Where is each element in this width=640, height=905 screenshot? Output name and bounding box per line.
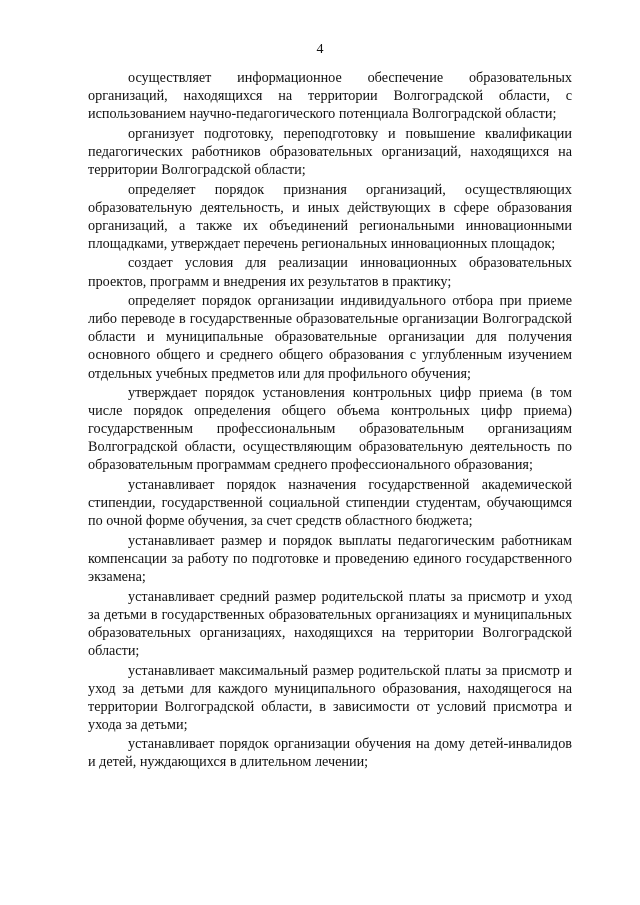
paragraph-innovation-platforms: определяет порядок признания организаций, осуществляющих образовательную деятельность, и иных действующих в сфере образования организаций, а также их объединений региональными инновационными площадками, утверждает перечень региональных инновационных площадок; (88, 181, 572, 252)
paragraph-information-support: осуществляет информационное обеспечение образовательных организаций, находящихся на территории Волгоградской области, с использованием научно-педагогического потенциала Волгоградской области; (88, 70, 572, 123)
paragraph-admission-targets: утверждает порядок установления контрольных цифр приема (в том числе порядок определения общего объема контрольных цифр приема) государственным профессиональным образовательным организациям Волгоградской области, осуществляющим образовательную деятельность по образовательным программам среднего профессионального образования; (88, 385, 572, 474)
page-number: 4 (316, 42, 324, 57)
paragraph-innovation-projects: создает условия для реализации инновационных образовательных проектов, программ и внедрения их результатов в практику; (88, 255, 572, 290)
document-body (88, 69, 572, 773)
paragraph-home-schooling: устанавливает порядок организации обучения на дому детей-инвалидов и детей, нуждающихся в длительном лечении; (88, 736, 572, 771)
paragraph-scholarships: устанавливает порядок назначения государственной академической стипендии, государственной социальной стипендии студентам, обучающимся по очной форме обучения, за счет средств областного бюджета; (88, 477, 572, 530)
paragraph-average-parental-fee: устанавливает средний размер родительской платы за присмотр и уход за детьми в государственных образовательных организациях и муниципальных образовательных организациях, находящихся на территории Волгоградской области; (88, 588, 572, 659)
paragraph-maximum-parental-fee: устанавливает максимальный размер родительской платы за присмотр и уход за детьми для каждого муниципального образования, находящегося на территории Волгоградской области, в зависимости от условий присмотра и ухода за детьми; (88, 662, 572, 733)
paragraph-exam-compensation: устанавливает размер и порядок выплаты педагогическим работникам компенсации за работу по подготовке и проведению единого государственного экзамена; (88, 532, 572, 586)
paragraph-individual-selection: определяет порядок организации индивидуального отбора при приеме либо переводе в государственные образовательные организации Волгоградской области и муниципальные образовательные организации для получения основного общего и среднего общего образования с углубленным изучением отдельных учебных предметов или для профильного обучения; (88, 293, 572, 382)
paragraph-teacher-training: организует подготовку, переподготовку и повышение квалификации педагогических работников образовательных организаций, находящихся на территории Волгоградской области; (88, 125, 572, 178)
